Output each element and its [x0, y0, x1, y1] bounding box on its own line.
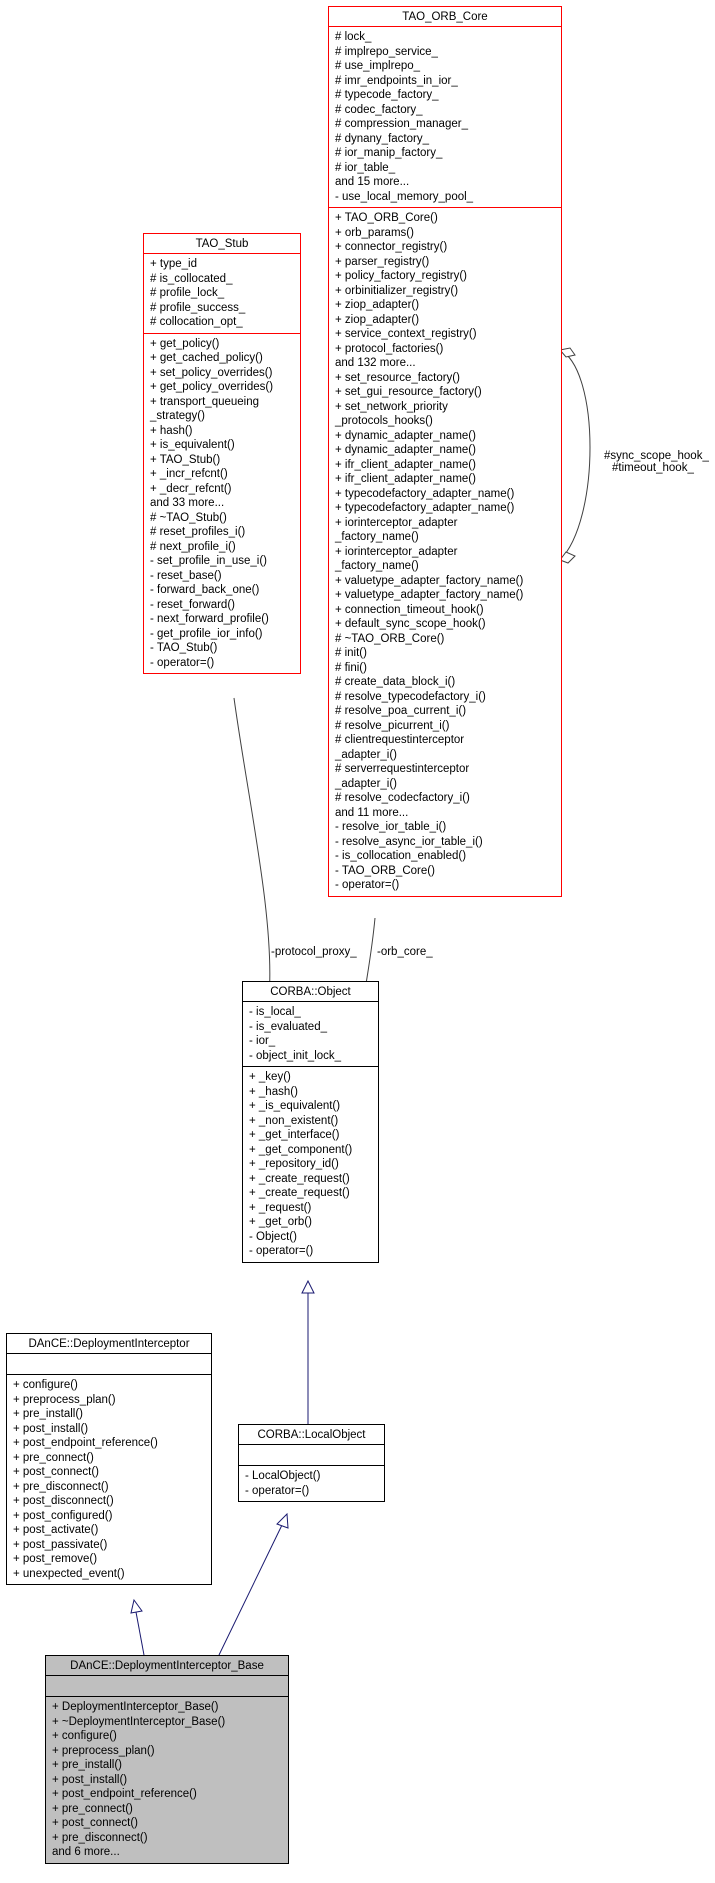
method-item[interactable]: + iorinterceptor_adapter [335, 545, 458, 558]
attribute-item[interactable]: # profile_success_ [150, 301, 246, 314]
method-item[interactable]: _factory_name() [335, 560, 419, 572]
method-item[interactable]: + post_connect() [13, 1466, 99, 1478]
method-item[interactable]: + pre_install() [52, 1759, 122, 1771]
base-inherits-interceptor-arrow [131, 1600, 142, 1613]
method-item[interactable]: # ~TAO_Stub() [150, 511, 227, 524]
class-tao-orb-core[interactable] [328, 6, 562, 897]
method-item[interactable]: - operator=() [249, 1245, 314, 1257]
attribute-list [7, 1353, 211, 1374]
method-item[interactable]: - TAO_ORB_Core() [335, 864, 435, 877]
method-item[interactable]: # resolve_typecodefactory_i() [335, 690, 486, 703]
attribute-section-empty [52, 1679, 284, 1693]
method-item[interactable]: + post_endpoint_reference() [13, 1437, 158, 1449]
attribute-item[interactable]: - is_evaluated_ [249, 1020, 327, 1033]
method-item[interactable]: - forward_back_one() [150, 584, 260, 596]
method-item[interactable]: + _get_component() [249, 1143, 353, 1156]
method-item[interactable]: # next_profile_i() [150, 540, 236, 553]
protocol-proxy-label: -protocol_proxy_ [271, 946, 357, 958]
method-item[interactable]: # ~TAO_ORB_Core() [335, 632, 445, 645]
method-item[interactable]: + ifr_client_adapter_name() [335, 458, 476, 471]
method-item[interactable]: + post_remove() [13, 1553, 98, 1565]
method-item[interactable]: - reset_base() [150, 569, 222, 582]
attribute-item[interactable]: - object_init_lock_ [249, 1049, 342, 1062]
method-item[interactable]: + _hash() [249, 1085, 298, 1098]
method-list [243, 1066, 378, 1262]
method-list [7, 1374, 211, 1584]
method-item[interactable]: + post_activate() [13, 1524, 99, 1536]
attribute-item[interactable]: - is_local_ [249, 1006, 301, 1018]
method-item[interactable]: + protocol_factories() [335, 342, 444, 355]
method-item[interactable]: - LocalObject() [245, 1470, 321, 1482]
method-item[interactable]: + is_equivalent() [150, 439, 235, 451]
attribute-item[interactable]: # ior_table_ [335, 161, 396, 174]
attribute-list [239, 1444, 384, 1465]
method-item[interactable]: # serverrequestinterceptor [335, 763, 470, 775]
method-item[interactable]: - is_collocation_enabled() [335, 850, 467, 862]
method-item[interactable]: + ifr_client_adapter_name() [335, 473, 476, 485]
attribute-item[interactable]: - use_local_memory_pool_ [335, 190, 474, 203]
class-deployment-interceptor-base[interactable] [45, 1655, 289, 1864]
method-list [239, 1465, 384, 1501]
method-item[interactable]: + post_connect() [52, 1817, 138, 1829]
method-item[interactable]: + valuetype_adapter_factory_name() [335, 589, 524, 601]
method-item[interactable]: + _is_equivalent() [249, 1100, 341, 1112]
method-item[interactable]: + set_resource_factory() [335, 371, 460, 384]
attribute-item[interactable]: # imr_endpoints_in_ior_ [335, 74, 458, 87]
attribute-item[interactable]: + type_id [150, 258, 197, 270]
method-item[interactable]: - resolve_async_ior_table_i() [335, 835, 483, 848]
method-item[interactable]: _protocols_hooks() [335, 415, 433, 427]
method-item[interactable]: + post_passivate() [13, 1538, 108, 1551]
attribute-item[interactable]: # profile_lock_ [150, 287, 225, 299]
attribute-item[interactable]: # compression_manager_ [335, 118, 468, 130]
method-item[interactable]: + _repository_id() [249, 1158, 339, 1170]
attribute-item[interactable]: # dynany_factory_ [335, 132, 429, 145]
method-item[interactable]: + get_policy_overrides() [150, 381, 274, 393]
method-item[interactable]: + configure() [13, 1379, 78, 1391]
self-association-edge [560, 350, 590, 560]
self-association-diamond-end [560, 552, 575, 563]
method-item[interactable]: + typecodefactory_adapter_name() [335, 502, 515, 514]
method-item[interactable]: # clientrequestinterceptor [335, 734, 465, 746]
attribute-item[interactable]: # use_implrepo_ [335, 60, 421, 72]
method-item[interactable]: + post_install() [52, 1773, 128, 1786]
method-item[interactable]: + _create_request() [249, 1172, 350, 1185]
attribute-item[interactable]: and 15 more... [335, 176, 410, 188]
method-item[interactable]: # resolve_poa_current_i() [335, 705, 467, 717]
timeout-hook-label: #timeout_hook_ [612, 462, 694, 474]
method-item[interactable]: + post_disconnect() [13, 1495, 114, 1507]
method-item[interactable]: - resolve_ior_table_i() [335, 821, 447, 833]
method-item[interactable]: + policy_factory_registry() [335, 270, 467, 282]
method-list [329, 207, 561, 896]
method-item[interactable]: + connector_registry() [335, 241, 448, 253]
method-item[interactable]: + _get_orb() [249, 1216, 312, 1228]
method-item[interactable]: # init() [335, 647, 367, 659]
class-tao-stub[interactable] [143, 233, 301, 674]
method-item[interactable]: - set_profile_in_use_i() [150, 555, 267, 567]
class-title: TAO_ORB_Core [402, 11, 488, 23]
method-item[interactable]: + ziop_adapter() [335, 299, 420, 311]
method-item[interactable]: + set_gui_resource_factory() [335, 386, 482, 398]
method-item[interactable]: + default_sync_scope_hook() [335, 618, 486, 630]
method-item[interactable]: and 6 more... [52, 1846, 120, 1858]
method-item[interactable]: + _decr_refcnt() [150, 482, 232, 495]
class-title: DAnCE::DeploymentInterceptor_Base [70, 1660, 264, 1672]
method-item[interactable]: + hash() [150, 424, 193, 437]
method-item[interactable]: - Object() [249, 1230, 297, 1243]
attribute-item[interactable]: - ior_ [249, 1035, 276, 1047]
attribute-item[interactable]: # ior_manip_factory_ [335, 147, 443, 159]
protocol-proxy-edge [234, 698, 270, 997]
attribute-item[interactable]: # is_collocated_ [150, 272, 233, 285]
method-item[interactable]: - operator=() [335, 879, 400, 891]
method-item[interactable]: + post_endpoint_reference() [52, 1788, 197, 1800]
class-deployment-interceptor[interactable] [6, 1333, 212, 1585]
attribute-list [243, 1001, 378, 1066]
attribute-list [329, 26, 561, 207]
method-item[interactable]: + post_configured() [13, 1509, 113, 1522]
method-item[interactable]: # fini() [335, 661, 367, 674]
method-item[interactable]: + service_context_registry() [335, 328, 477, 340]
attribute-section-empty [245, 1448, 380, 1462]
method-item[interactable]: + preprocess_plan() [13, 1393, 116, 1406]
method-item[interactable]: + dynamic_adapter_name() [335, 429, 476, 442]
attribute-item[interactable]: # lock_ [335, 31, 372, 43]
method-item[interactable]: _strategy() [150, 410, 205, 422]
method-item[interactable]: + ziop_adapter() [335, 313, 420, 326]
method-item[interactable]: + ~DeploymentInterceptor_Base() [52, 1715, 226, 1728]
method-item[interactable]: and 132 more... [335, 357, 416, 369]
method-item[interactable]: # resolve_codecfactory_i() [335, 792, 470, 804]
method-item[interactable]: + _create_request() [249, 1187, 350, 1199]
method-item[interactable]: + orb_params() [335, 226, 414, 239]
class-corba-local-object[interactable] [238, 1424, 385, 1502]
method-item[interactable]: + pre_connect() [52, 1802, 133, 1815]
method-list [46, 1696, 288, 1863]
class-corba-object[interactable] [242, 981, 379, 1263]
method-item[interactable]: + parser_registry() [335, 255, 430, 268]
attribute-item[interactable]: # collocation_opt_ [150, 316, 243, 328]
method-item[interactable]: # resolve_picurrent_i() [335, 719, 450, 732]
method-item[interactable]: - operator=() [245, 1484, 310, 1497]
attribute-item[interactable]: # implrepo_service_ [335, 45, 438, 58]
method-item[interactable]: # create_data_block_i() [335, 676, 456, 688]
method-item[interactable]: + set_policy_overrides() [150, 366, 273, 379]
sync-scope-hook-label: #sync_scope_hook_ [604, 450, 709, 462]
method-item[interactable]: + orbinitializer_registry() [335, 284, 459, 297]
method-item[interactable]: + connection_timeout_hook() [335, 603, 484, 616]
base-inherits-interceptor-edge [136, 1612, 144, 1655]
method-item[interactable]: + configure() [52, 1730, 117, 1742]
method-item[interactable]: _factory_name() [335, 531, 419, 543]
method-item[interactable]: + _incr_refcnt() [150, 468, 228, 480]
method-item[interactable]: + post_install() [13, 1422, 89, 1435]
method-item[interactable]: + get_cached_policy() [150, 352, 263, 364]
method-item[interactable]: - get_profile_ior_info() [150, 627, 263, 640]
method-item[interactable]: - reset_forward() [150, 598, 235, 611]
method-item[interactable]: + _key() [249, 1071, 291, 1083]
method-item[interactable]: + transport_queueing [150, 395, 260, 408]
attribute-list [46, 1675, 288, 1696]
attribute-item[interactable]: # codec_factory_ [335, 103, 423, 116]
attribute-section-empty [13, 1357, 207, 1371]
local-object-inheritance-arrow [302, 1281, 314, 1293]
method-item[interactable]: + preprocess_plan() [52, 1744, 155, 1757]
method-list [144, 333, 300, 674]
base-inherits-localobject-edge [219, 1525, 282, 1655]
self-association-diamond [560, 348, 575, 357]
method-item[interactable]: + TAO_ORB_Core() [335, 212, 438, 224]
method-item[interactable]: + pre_connect() [13, 1451, 94, 1464]
class-title: DAnCE::DeploymentInterceptor [28, 1338, 190, 1350]
method-item[interactable]: + _request() [249, 1201, 312, 1214]
method-item[interactable]: - TAO_Stub() [150, 642, 218, 654]
method-item[interactable]: + get_policy() [150, 337, 220, 350]
method-item[interactable]: _adapter_i() [335, 777, 398, 790]
class-title: CORBA::Object [270, 986, 351, 998]
method-item[interactable]: + iorinterceptor_adapter [335, 516, 458, 529]
method-item[interactable]: _adapter_i() [335, 748, 398, 761]
method-item[interactable]: and 11 more... [335, 806, 409, 819]
method-item[interactable]: + pre_disconnect() [13, 1480, 109, 1493]
attribute-item[interactable]: # typecode_factory_ [335, 89, 439, 101]
method-item[interactable]: + DeploymentInterceptor_Base() [52, 1701, 219, 1713]
method-item[interactable]: + unexpected_event() [13, 1567, 125, 1580]
method-item[interactable]: and 33 more... [150, 497, 225, 509]
class-title: CORBA::LocalObject [257, 1429, 366, 1441]
method-item[interactable]: - next_forward_profile() [150, 613, 269, 625]
method-item[interactable]: + _non_existent() [249, 1114, 339, 1127]
method-item[interactable]: + TAO_Stub() [150, 453, 221, 466]
orb-core-label: -orb_core_ [377, 946, 433, 958]
method-item[interactable]: + typecodefactory_adapter_name() [335, 487, 515, 500]
method-item[interactable]: + pre_install() [13, 1408, 83, 1420]
class-title: TAO_Stub [195, 238, 249, 250]
method-item[interactable]: + set_network_priority [335, 400, 448, 413]
method-item[interactable]: - operator=() [150, 656, 215, 669]
base-inherits-localobject-arrow [277, 1514, 288, 1528]
method-item[interactable]: + dynamic_adapter_name() [335, 444, 476, 456]
attribute-list [144, 253, 300, 333]
method-item[interactable]: + pre_disconnect() [52, 1831, 148, 1844]
method-item[interactable]: # reset_profiles_i() [150, 526, 246, 538]
method-item[interactable]: + valuetype_adapter_factory_name() [335, 574, 524, 587]
method-item[interactable]: + _get_interface() [249, 1129, 340, 1141]
